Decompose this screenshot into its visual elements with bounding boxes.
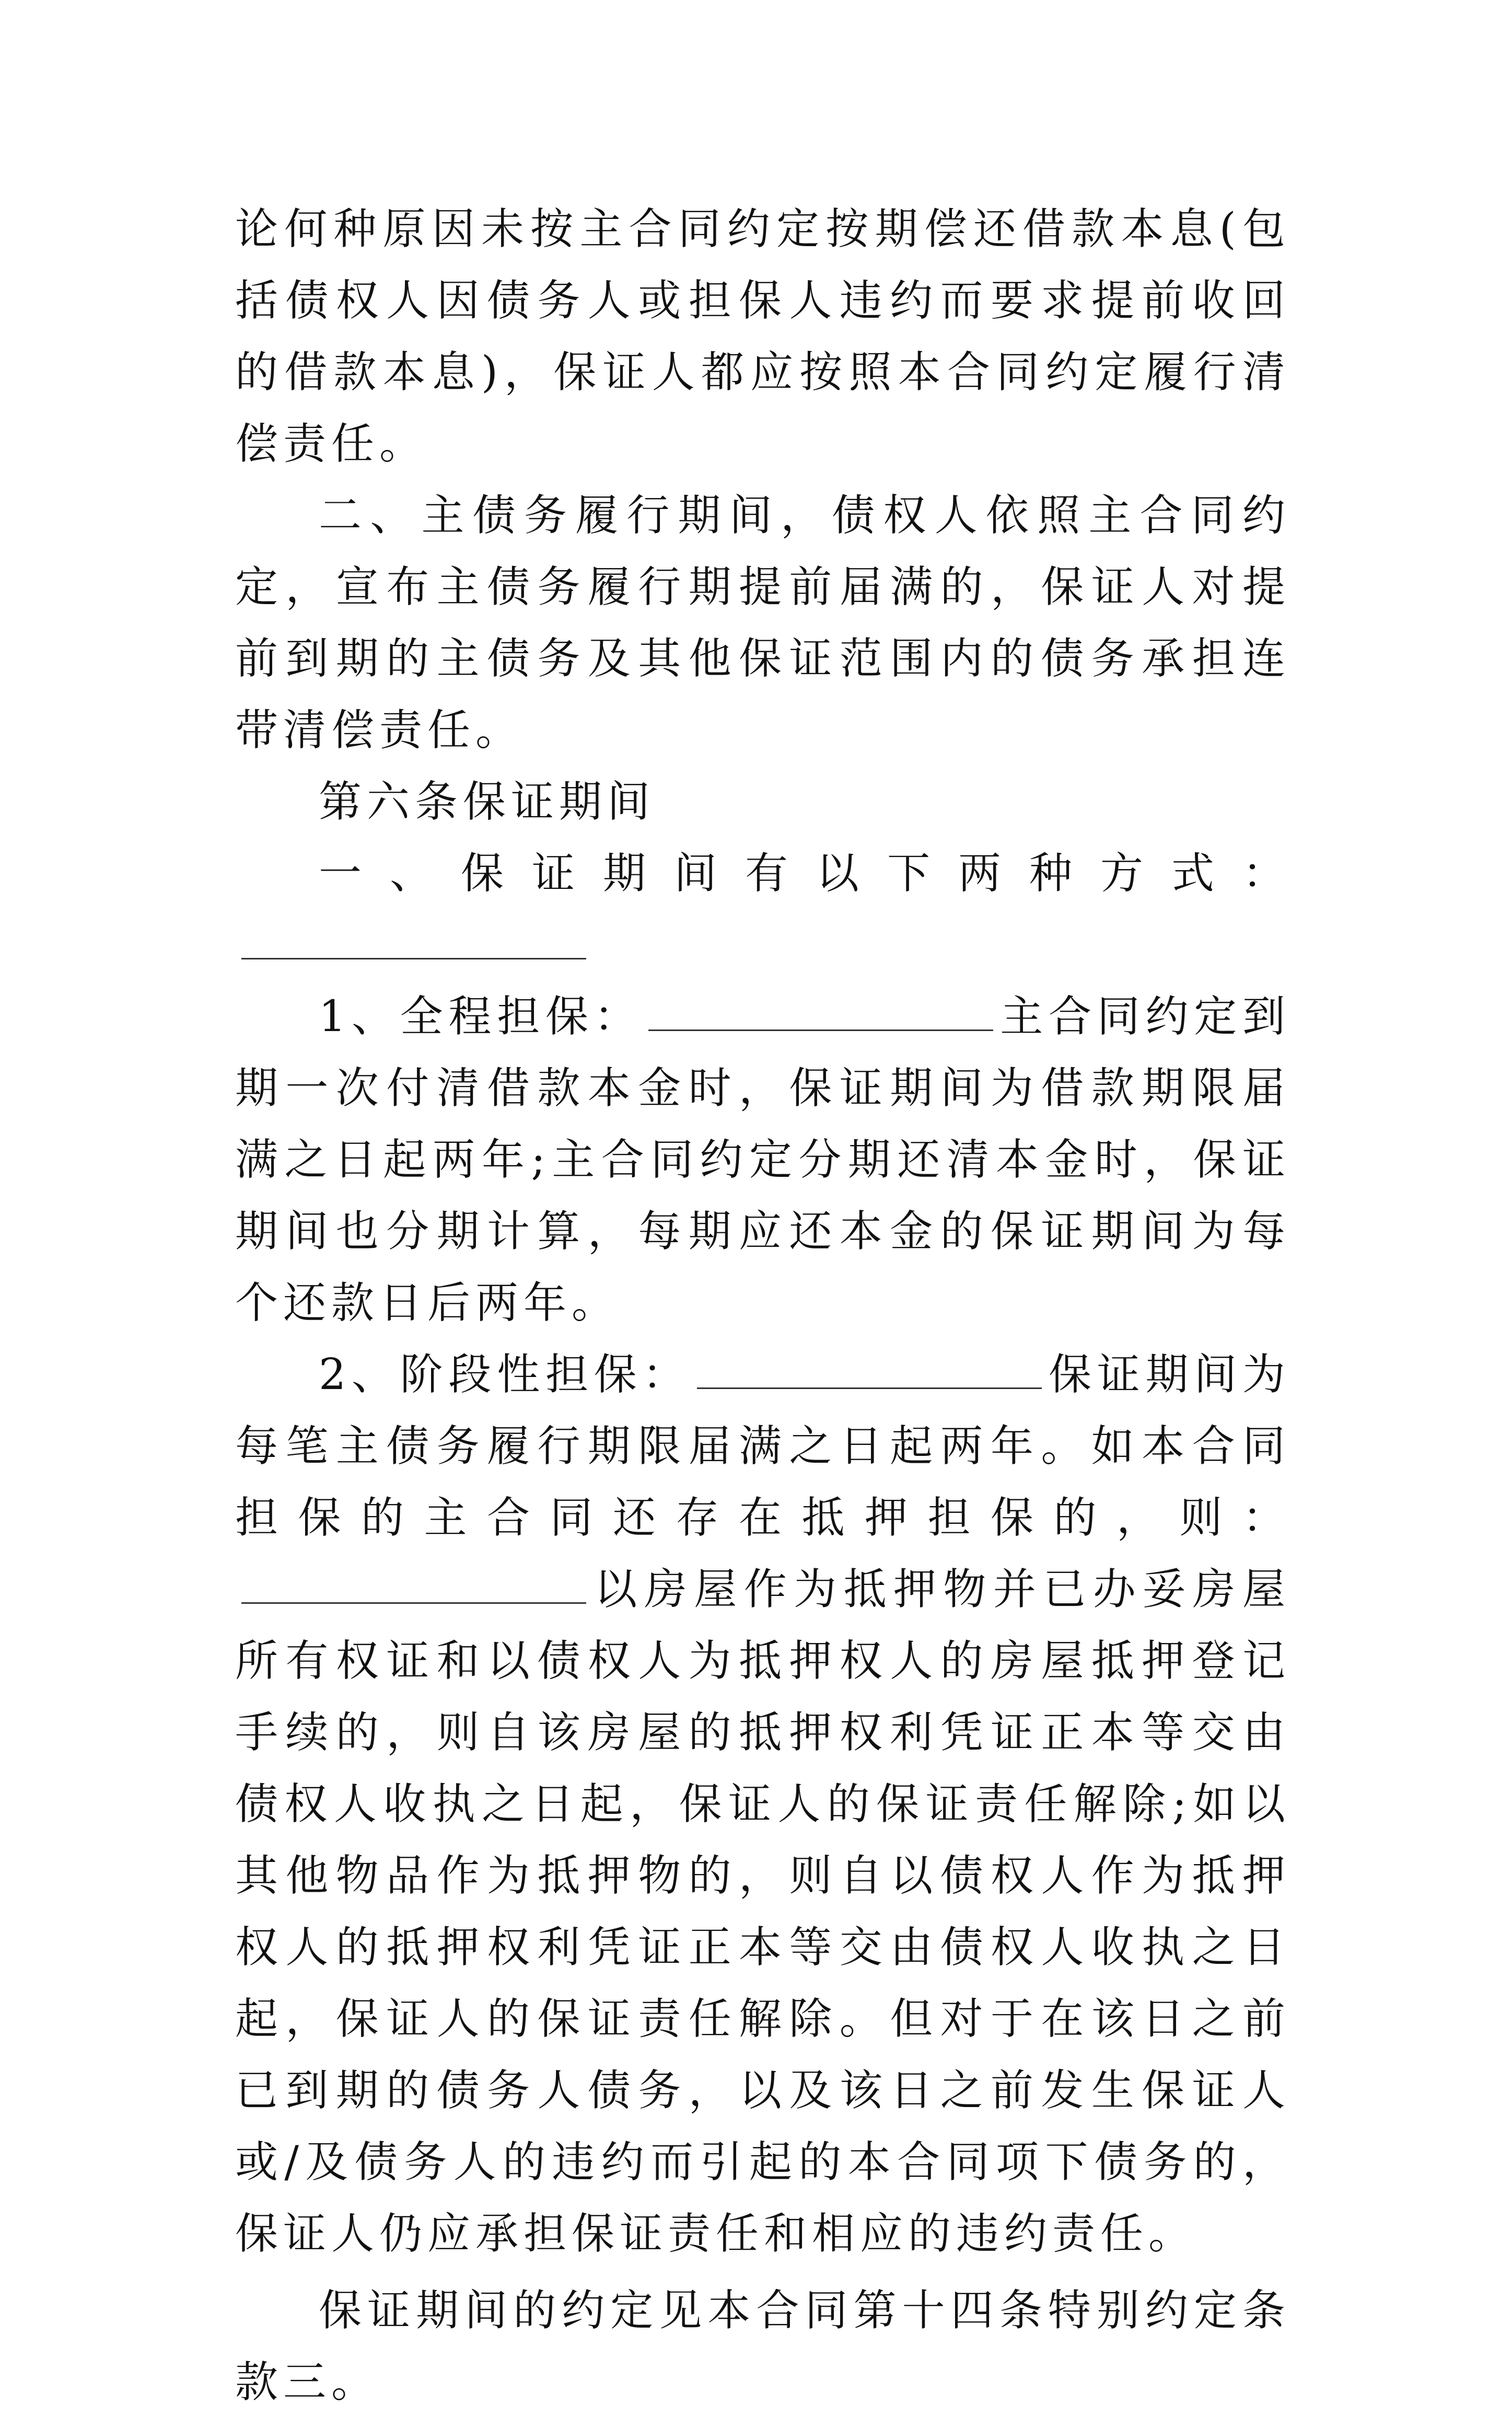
paragraph-stage-guarantee (235, 1339, 1290, 2270)
paragraph-text: 1、全程担保： (319, 992, 643, 1042)
article-six-heading (235, 766, 1290, 838)
paragraph-full-guarantee (235, 981, 1290, 1339)
paragraph-guarantee-modes (235, 838, 1290, 981)
paragraph-text: 保证期间的约定见本合同第十四条特别约定条款三。 (235, 2286, 1290, 2407)
document-page (235, 193, 1290, 2418)
fill-in-blank (241, 1566, 586, 1604)
fill-in-blank (648, 993, 993, 1031)
fill-in-blank (241, 921, 586, 959)
paragraph-text: 2、阶段性担保： (319, 1350, 691, 1399)
heading-text: 第六条保证期间 (319, 777, 656, 827)
paragraph-text: 二、主债务履行期间，债权人依照主合同约定，宣布主债务履行期提前届满的，保证人对提前到期的主债务及其他保证范围内的债务承担连带清偿责任。 (235, 491, 1290, 755)
paragraph-text: 主合同约定到期一次付清借款本金时，保证期间为借款期限届满之日起两年;主合同约定分期还清本金时，保证期间也分期计算，每期应还本金的保证期间为每个还款日后两年。 (235, 992, 1290, 1328)
paragraph-text: 以房屋作为抵押物并已办妥房屋所有权证和以债权人为抵押权人的房屋抵押登记手续的，则自该房屋的抵押权利凭证正本等交由债权人收执之日起，保证人的保证责任解除;如以其他物品作为抵押物的，则自以债权人作为抵押权人的抵押权利凭证正本等交由债权人收执之日起，保证人的保证责任解除。但对于在该日之前已到期的债务人债务，以及该日之前发生保证人或/及债务人的违约而引起的本合同项下债务的，保证人仍应承担保证责任和相应的违约责任。 (235, 1565, 1290, 2259)
paragraph-text: 论何种原因未按主合同约定按期偿还借款本息(包括债权人因债务人或担保人违约而要求提前收回的借款本息)，保证人都应按照本合同约定履行清偿责任。 (235, 204, 1290, 469)
paragraph-clause-two (235, 480, 1290, 766)
paragraph-text: 保证期间为每笔主债务履行期限届满之日起两年。如本合同担保的主合同还存在抵押担保的，则： (235, 1350, 1290, 1543)
fill-in-blank (697, 1351, 1042, 1389)
paragraph-period-reference (235, 2275, 1290, 2418)
paragraph-text: 一、保证期间有以下两种方式： (319, 849, 1290, 898)
paragraph-continuation (235, 193, 1290, 480)
